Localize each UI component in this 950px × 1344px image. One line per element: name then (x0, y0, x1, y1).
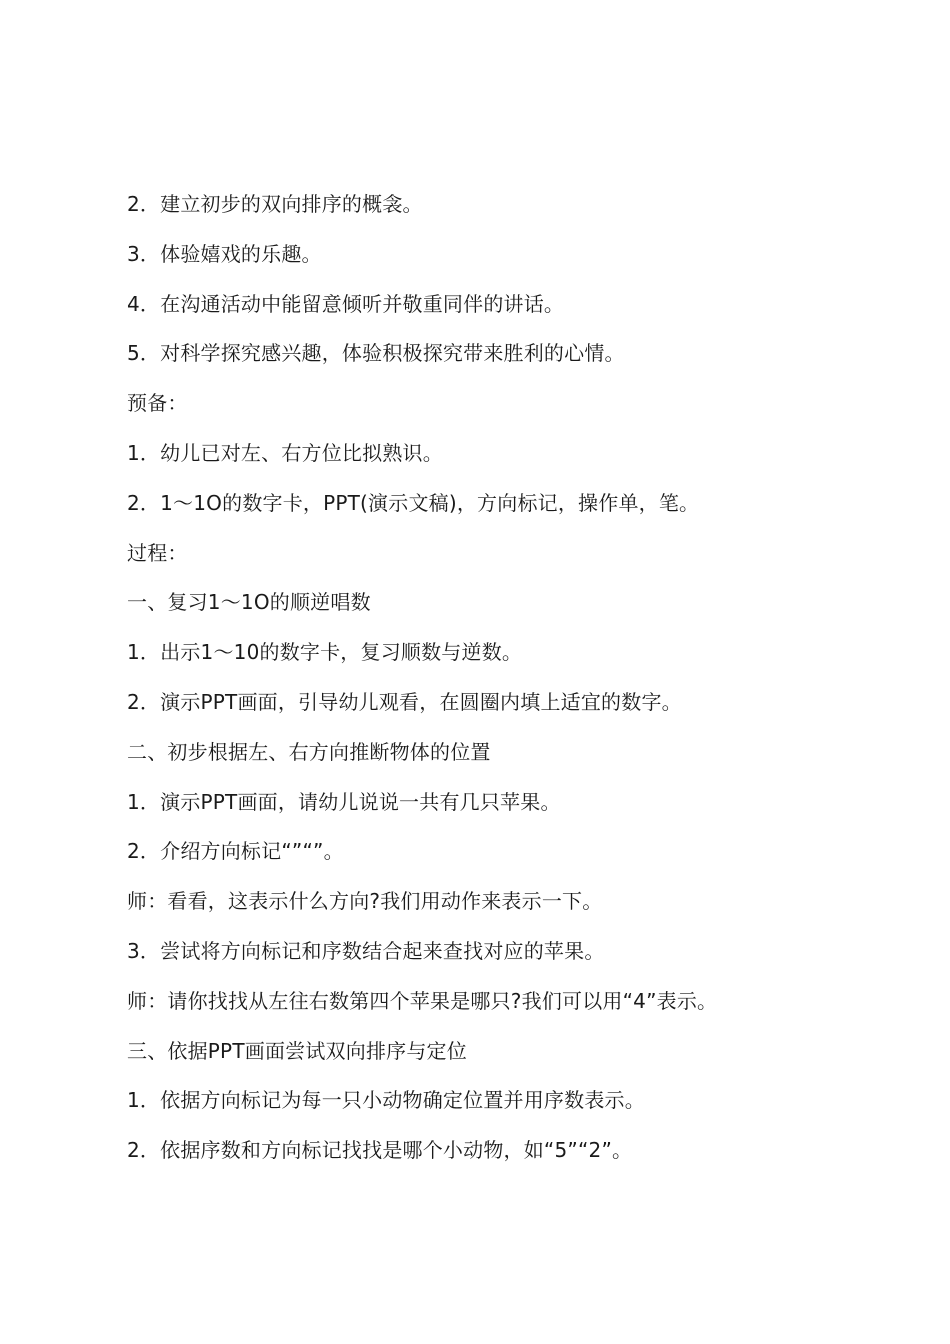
section-heading-3: 三、依据PPT画面尝试双向排序与定位 (127, 1038, 467, 1063)
document-body (127, 186, 927, 1182)
section-3-item-2: 2．依据序数和方向标记找找是哪个小动物，如“5”“2”。 (127, 1138, 633, 1163)
objective-item-4: 4．在沟通活动中能留意倾听并敬重同伴的讲话。 (127, 291, 565, 316)
teacher-line-2: 师：请你找找从左往右数第四个苹果是哪只?我们可以用“4”表示。 (127, 988, 718, 1013)
preparation-item-1: 1．幼儿已对左、右方位比拟熟识。 (127, 440, 443, 465)
section-3-item-1: 1．依据方向标记为每一只小动物确定位置并用序数表示。 (127, 1088, 645, 1113)
section-1-item-1: 1．出示1～10的数字卡，复习顺数与逆数。 (127, 640, 523, 665)
objective-item-2: 2．建立初步的双向排序的概衾。 (127, 192, 423, 216)
section-2-item-2: 2．介绍方向标记“”“”。 (127, 839, 344, 864)
process-heading: 过程： (127, 540, 188, 565)
section-heading-1: 一、复习1～1O的顺逆唱数 (127, 590, 371, 615)
teacher-line-1: 师：看看，这表示什么方向?我们用动作来表示一下。 (127, 889, 603, 914)
section-1-item-2: 2．演示PPT画面，引导幼儿观看，在圆圈内填上适宜的数字。 (127, 689, 682, 714)
section-heading-2: 二、初步根据左、右方向推断物体的位置 (127, 739, 491, 764)
section-2-item-1: 1．演示PPT画面，请幼儿说说一共有几只苹果。 (127, 789, 561, 814)
section-2-item-3: 3．尝试将方向标记和序数结合起来查找对应的苹果。 (127, 938, 605, 963)
objective-item-5: 5．对科学探究感兴趣，体验积极探究带来胜利的心情。 (127, 341, 625, 366)
preparation-item-2: 2．1～1O的数字卡，PPT(演示文稿)，方向标记，操作单，笔。 (127, 490, 700, 515)
objective-item-3: 3．体验嬉戏的乐趣。 (127, 241, 322, 266)
preparation-heading: 预备： (127, 391, 188, 416)
